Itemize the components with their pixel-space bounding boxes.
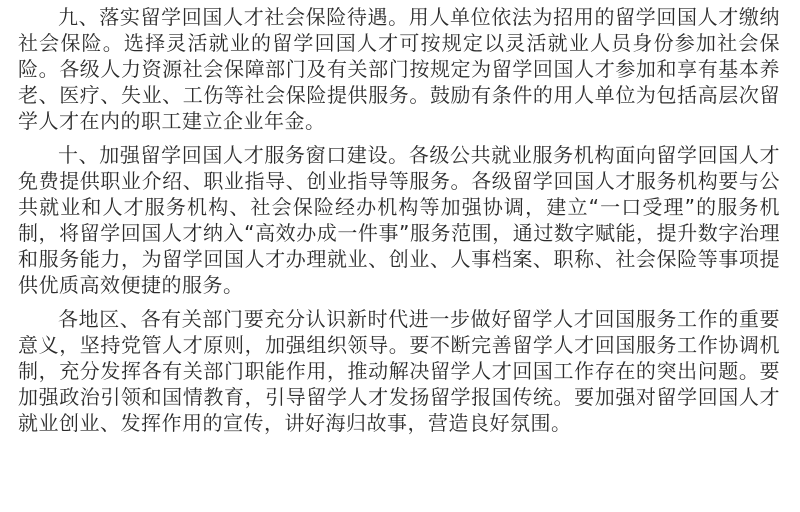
paragraph-ten-service-window: 十、加强留学回国人才服务窗口建设。各级公共就业服务机构面向留学回国人才免费提供职业介绍、职业指导、创业指导等服务。各级留学回国人才服务机构要与公共就业和人才服务机构、社会保险经办机构等加强协调，建立“一口受理”的服务机制，将留学回国人才纳入“高效办成一件事”服务范围，通过数字赋能，提升数字治理和服务能力，为留学回国人才办理就业、创业、人事档案、职称、社会保险等事项提供优质高效便捷的服务。: [18, 143, 780, 297]
paragraph-closing-requirements: 各地区、各有关部门要充分认识新时代进一步做好留学人才回国服务工作的重要意义，坚持党管人才原则，加强组织领导。要不断完善留学人才回国服务工作协调机制，充分发挥各有关部门职能作用，推动解决留学人才回国工作存在的突出问题。要加强政治引领和国情教育，引导留学人才发扬留学报国传统。要加强对留学回国人才就业创业、发挥作用的宣传，讲好海归故事，营造良好氛围。: [18, 307, 780, 435]
paragraph-nine-social-insurance: 九、落实留学回国人才社会保险待遇。用人单位依法为招用的留学回国人才缴纳社会保险。选择灵活就业的留学回国人才可按规定以灵活就业人员身份参加社会保险。各级人力资源社会保障部门及有关部门按规定为留学回国人才参加和享有基本养老、医疗、失业、工伤等社会保险提供服务。鼓励有条件的用人单位为包括高层次留学人才在内的职工建立企业年金。: [18, 5, 780, 133]
document-page: [0, 4, 800, 512]
